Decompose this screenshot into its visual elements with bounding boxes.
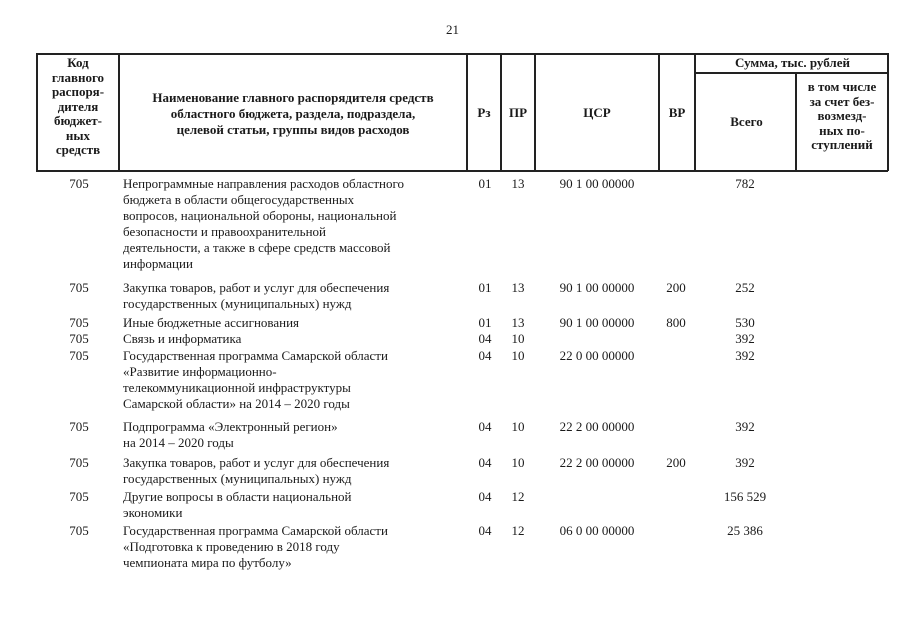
- header-rz: Рз: [477, 105, 491, 120]
- row-csr: 90 1 00 00000: [559, 280, 635, 295]
- row-total: 392: [735, 419, 755, 434]
- border-right: [887, 53, 889, 171]
- row-total: 530: [735, 315, 755, 330]
- row-name: Государственная программа Самарской области «Развитие информационно- телекоммуникационной инфраструктуры Самарской области» на 2014 – 2020 годы: [123, 348, 388, 411]
- sum-group-divider: [696, 72, 888, 74]
- row-rz: 04: [478, 419, 492, 434]
- row-pr: 13: [511, 280, 525, 295]
- header-incl: в том числе за счет без- возмезд- ных по- ступлений: [807, 79, 877, 152]
- row-total: 392: [735, 455, 755, 470]
- row-pr: 10: [511, 419, 525, 434]
- row-code: 705: [69, 280, 89, 295]
- row-rz: 01: [478, 280, 492, 295]
- row-pr: 10: [511, 348, 525, 363]
- row-pr: 10: [511, 331, 525, 346]
- row-vr: 200: [666, 280, 686, 295]
- row-code: 705: [69, 489, 89, 504]
- row-rz: 01: [478, 176, 492, 191]
- row-code: 705: [69, 331, 89, 346]
- row-total: 392: [735, 331, 755, 346]
- row-name: Государственная программа Самарской области «Подготовка к проведению в 2018 году чемпионата мира по футболу»: [123, 523, 388, 570]
- row-rz: 01: [478, 315, 492, 330]
- row-name: Связь и информатика: [123, 331, 242, 346]
- row-vr: 800: [666, 315, 686, 330]
- row-name: Закупка товаров, работ и услуг для обеспечения государственных (муниципальных) нужд: [123, 280, 390, 311]
- row-pr: 12: [511, 489, 525, 504]
- row-csr: 06 0 00 00000: [559, 523, 635, 538]
- row-name: Другие вопросы в области национальной экономики: [123, 489, 352, 520]
- row-code: 705: [69, 315, 89, 330]
- row-rz: 04: [478, 348, 492, 363]
- row-rz: 04: [478, 331, 492, 346]
- row-pr: 12: [511, 523, 525, 538]
- header-csr: ЦСР: [583, 105, 611, 120]
- header-sum-group: Сумма, тыс. рублей: [735, 55, 850, 70]
- row-name: Непрограммные направления расходов областного бюджета в области общегосударственных вопросов, национальной обороны, национальной безопасности и правоохранительной деятельности, а также в сфере средств массовой информации: [123, 176, 404, 271]
- row-code: 705: [69, 176, 89, 191]
- row-csr: 90 1 00 00000: [559, 176, 635, 191]
- row-pr: 10: [511, 455, 525, 470]
- row-csr: 22 2 00 00000: [559, 419, 635, 434]
- row-rz: 04: [478, 455, 492, 470]
- row-code: 705: [69, 419, 89, 434]
- page-number: 21: [446, 22, 459, 37]
- row-code: 705: [69, 455, 89, 470]
- row-pr: 13: [511, 315, 525, 330]
- row-name: Иные бюджетные ассигнования: [123, 315, 300, 330]
- row-total: 156 529: [723, 489, 767, 504]
- row-total: 782: [735, 176, 755, 191]
- header-total: Всего: [730, 114, 763, 129]
- row-rz: 04: [478, 489, 492, 504]
- row-code: 705: [69, 523, 89, 538]
- row-name: Подпрограмма «Электронный регион» на 2014 – 2020 годы: [123, 419, 338, 450]
- row-csr: 90 1 00 00000: [559, 315, 635, 330]
- row-total: 252: [735, 280, 755, 295]
- header-code: Код главного распоря- дителя бюджет- ных средств: [51, 55, 105, 157]
- row-vr: 200: [666, 455, 686, 470]
- header-pr: ПР: [508, 105, 528, 120]
- row-code: 705: [69, 348, 89, 363]
- header-vr: ВР: [668, 105, 686, 120]
- row-rz: 04: [478, 523, 492, 538]
- row-csr: 22 0 00 00000: [559, 348, 635, 363]
- row-csr: 22 2 00 00000: [559, 455, 635, 470]
- row-total: 392: [735, 348, 755, 363]
- header-name: Наименование главного распорядителя средств областного бюджета, раздела, подраздела, целевой статьи, группы видов расходов: [152, 90, 434, 137]
- row-pr: 13: [511, 176, 525, 191]
- row-name: Закупка товаров, работ и услуг для обеспечения государственных (муниципальных) нужд: [123, 455, 390, 486]
- row-total: 25 386: [727, 523, 763, 538]
- divider-vr: [694, 53, 696, 171]
- header-bottom-border: [36, 170, 888, 172]
